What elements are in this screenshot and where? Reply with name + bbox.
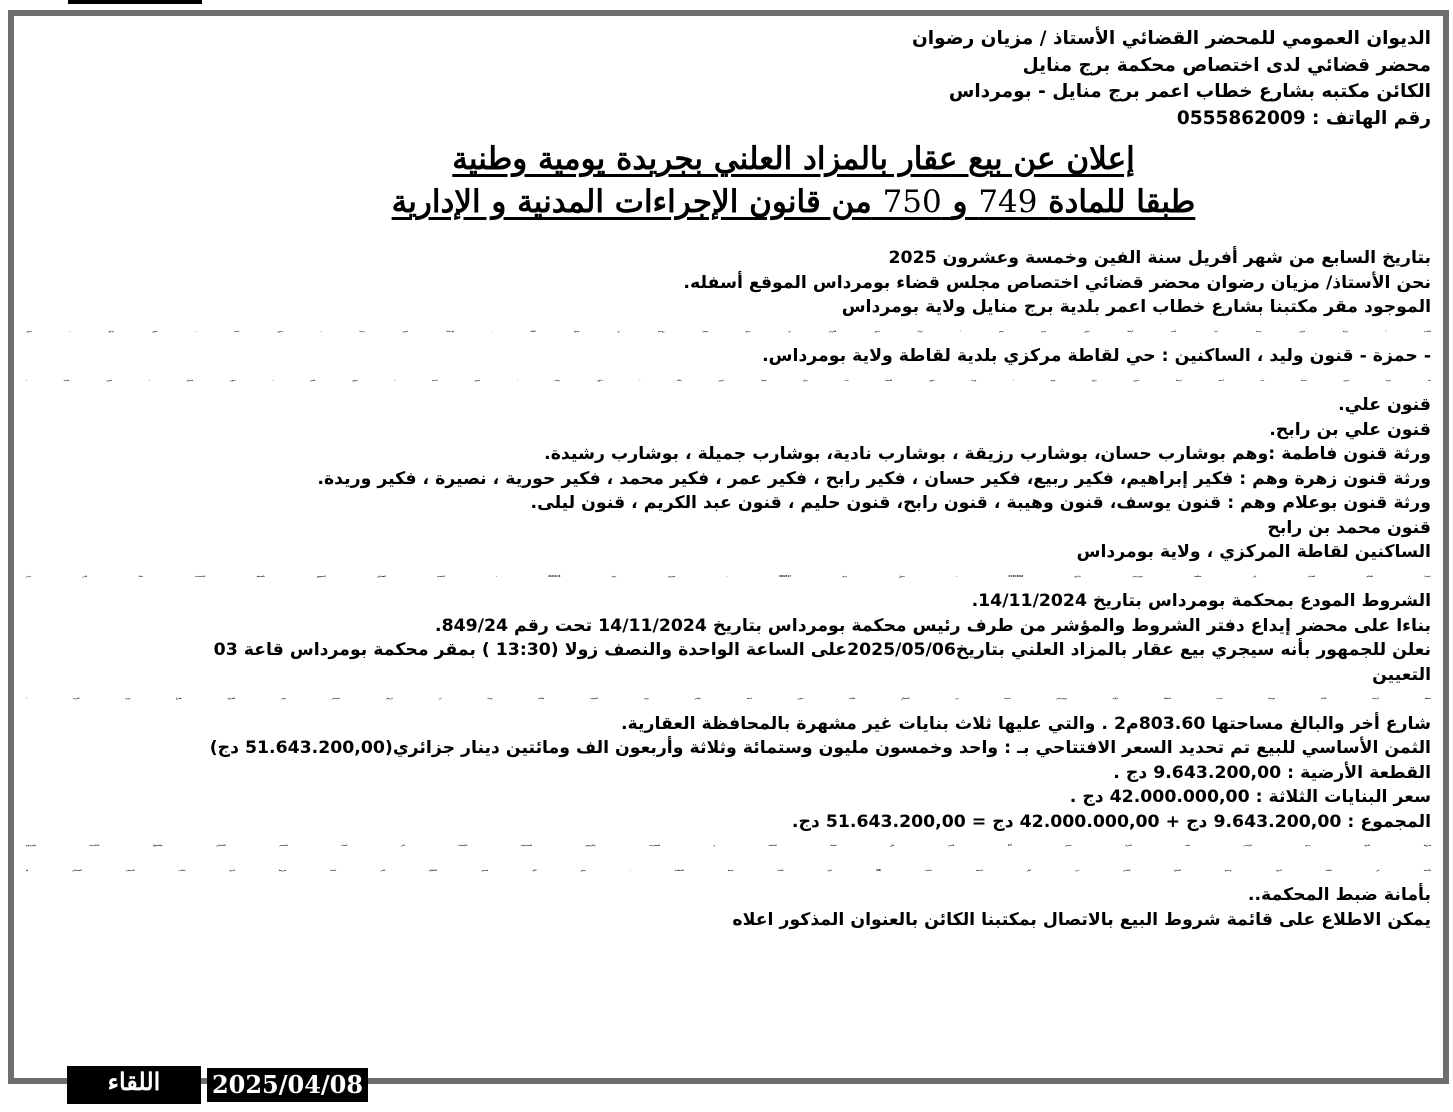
body-line-office: الموجود مقر مكتبنا بشارع خطاب اعمر بلدية برج منايل ولاية بومرداس bbox=[841, 297, 1431, 317]
body-line-conditions: شروط البيع: يدفع الراسي عليه المزاد خمس 1/5 الثمن حال انعقاد الجلسة و المصاريف والرسوم المستحقة بالإضافة الى أتعاب المحضر القضائي والحقوق التناسبية والرسوم bbox=[26, 844, 1431, 847]
title-article-prefix: طبقا للمادة bbox=[1048, 184, 1196, 220]
publication-date-badge: 2025/04/08 bbox=[207, 1068, 368, 1102]
body-line-heir-ali: قنون علي بن رابح. bbox=[1269, 419, 1431, 440]
header-line-address: الكائن مكتبه بشارع خطاب اعمر برج منايل - بومرداس bbox=[948, 81, 1431, 102]
body-line-conditions-cont: الناتجة عن عملية البيع، ويدفع المبلغ الباقي في أجل أقصاه ثمانية (08) ايام بأمانة ضبط المحكمة - يجوز لكل شخص الاطلاع على قائمة شروط البيع بمكتب المحضر القضائي أو bbox=[26, 868, 1431, 872]
body-line-land-price: القطعة الأرضية : 9.643.200,00 دج . bbox=[1113, 762, 1431, 783]
body-line-heirs-fatima: ورثة قنون فاطمة :وهم بوشارب حسان، بوشارب رزيقة ، بوشارب نادية، بوشارب جميلة ، بوشارب رشيدة. bbox=[544, 444, 1431, 464]
title-article-and: و bbox=[952, 184, 968, 220]
header-line-jurisdiction: محضر قضائي لدى اختصاص محكمة برج منايل bbox=[1022, 54, 1431, 76]
top-rule bbox=[68, 0, 202, 4]
newspaper-name-badge: اللقاء bbox=[67, 1066, 201, 1104]
body-line-heirs-zahra: ورثة قنون زهرة وهم : فكير إبراهيم، فكير ربيع، فكير حسان ، فكير رابح ، فكير عمر ، فكير محمد ، فكير حورية ، نصيرة ، فكير وريدة. bbox=[317, 468, 1431, 489]
body-line-conditions-end: بأمانة ضبط المحكمة.. bbox=[1247, 885, 1431, 905]
body-line-designation: التعيين bbox=[1372, 664, 1431, 685]
header-line-office: الديوان العمومي للمحضر القضائي الأستاذ / مزيان رضوان bbox=[911, 28, 1431, 49]
title-line-2 bbox=[156, 181, 1431, 224]
body-line-bailiff: نحن الأستاذ/ مزيان رضوان محضر قضائي اختصاص مجلس قضاء بومرداس الموقع أسفله. bbox=[683, 272, 1431, 293]
announcement-body bbox=[26, 246, 1431, 932]
body-line-contact: يمكن الاطلاع على قائمة شروط البيع بالاتصال بمكتبنا الكائن بالعنوان المذكور اعلاه bbox=[732, 909, 1431, 930]
body-line-beneficiary: لفائدة / ورثة قنون يمينة بنت أحمد أرملة قنون رابح وهم : ورثة قنون العربي بن رابح وهم: زوجته بن بعيود غالية . وابنائه: قنون رتيبة - قنون احمد - قنون رفيق - قنون bbox=[26, 329, 1431, 333]
body-line-buildings-price: سعر البنايات الثلاثة : 42.000.000,00 دج . bbox=[1069, 787, 1431, 807]
body-line-heirs-boualem: ورثة قنون بوعلام وهم : قنون يوسف، قنون وهيبة ، قنون رابح، قنون حليم ، قنون عبد الكريم ، قنون ليلى. bbox=[530, 493, 1431, 513]
body-line-beneficiary-cont: - حمزة - قنون وليد ، الساكنين : حي لقاطة مركزي بلدية لقاطة ولاية بومرداس. bbox=[762, 346, 1431, 366]
body-line-total: المجموع : 9.643.200,00 دج + 42.000.000,00 دج = 51.643.200,00 دج. bbox=[791, 811, 1431, 832]
body-line-auction-date: نعلن للجمهور بأنه سيجري بيع عقار بالمزاد العلني بتاريخ2025/05/06على الساعة الواحدة والنصف زولا (13:30 ) بمقر محكمة بومرداس قاعة 03 bbox=[213, 640, 1431, 660]
announcement-title bbox=[26, 138, 1431, 224]
bailiff-header bbox=[26, 26, 1431, 132]
body-line-against-cont: قنون علي. bbox=[1338, 395, 1431, 415]
body-line-judgment: تنفيذا للحكم الصادر عن محكمة بومرداس بتاريخ 03/04/2018 - جدول رقم 04825/17 - فهرس رقم 01641/18 - القسم العقاري الممهور بالصيغة التنفيذية. بناءا على دفتر bbox=[26, 574, 1431, 578]
body-line-heir-mohamed: قنون محمد بن رابح bbox=[1267, 517, 1431, 538]
body-line-base-price: الثمن الأساسي للبيع تم تحديد السعر الافتتاحي بـ : واحد وخمسون مليون وستمائة وثلاثة وأربعون الف ومائتين دينار جزائري(51.643.200,00 دج) bbox=[209, 738, 1431, 758]
title-line-1 bbox=[156, 138, 1431, 181]
body-line-residence: الساكنين لقاطة المركزي ، ولاية بومرداس bbox=[1076, 542, 1431, 562]
announcement-content bbox=[26, 16, 1431, 932]
title-article-749: 749 bbox=[978, 184, 1038, 220]
body-line-judgment-cont: الشروط المودع بمحكمة بومرداس بتاريخ 14/11/2024. bbox=[971, 591, 1431, 611]
title-line-2-text bbox=[392, 184, 1196, 220]
announcement-frame bbox=[8, 10, 1449, 1084]
body-line-property-cont: شارع أخر والبالغ مساحتها 803.60م2 . والتي عليها ثلاث بنايات غير مشهرة بالمحافظة العقارية. bbox=[620, 713, 1431, 734]
header-line-phone: رقم الهاتف : 0555862009 bbox=[1176, 107, 1431, 129]
title-main-text: إعلان عن بيع عقار بالمزاد العلني بجريدة يومية وطنية bbox=[452, 141, 1135, 177]
title-article-750: 750 bbox=[882, 184, 942, 220]
body-line-against: ضد ورثة قنون يمينة بنت أحمد ارملة قنون رابح وهم : ورثة قنون عائشة بنت رابح وهم: قنون خالد - قنون رشيد - قنون ناجية - قنون اعمر - قنون فضيل - قنون خليدة - bbox=[26, 378, 1431, 382]
body-line-deposit: بناءا على محضر إيداع دفتر الشروط والمؤشر من طرف رئيس محكمة بومرداس بتاريخ 14/11/2024 تحت رقم 849/24. bbox=[435, 615, 1431, 636]
title-article-suffix: من قانون الإجراءات المدنية و الإدارية bbox=[391, 184, 872, 220]
body-line-date: بتاريخ السابع من شهر أفريل سنة الفين وخمسة وعشرون 2025 bbox=[888, 248, 1431, 268]
body-line-property: قطعة أرضية كائنة بوسط مدينة لقاطة ولاية بومرداس يحدها من الشمال ملكية قنون احمد وعلي ومن الجنوب ملكية ورثة بن قريش سليمان ومن الشرق شارع ومن الغرب : bbox=[26, 697, 1431, 700]
